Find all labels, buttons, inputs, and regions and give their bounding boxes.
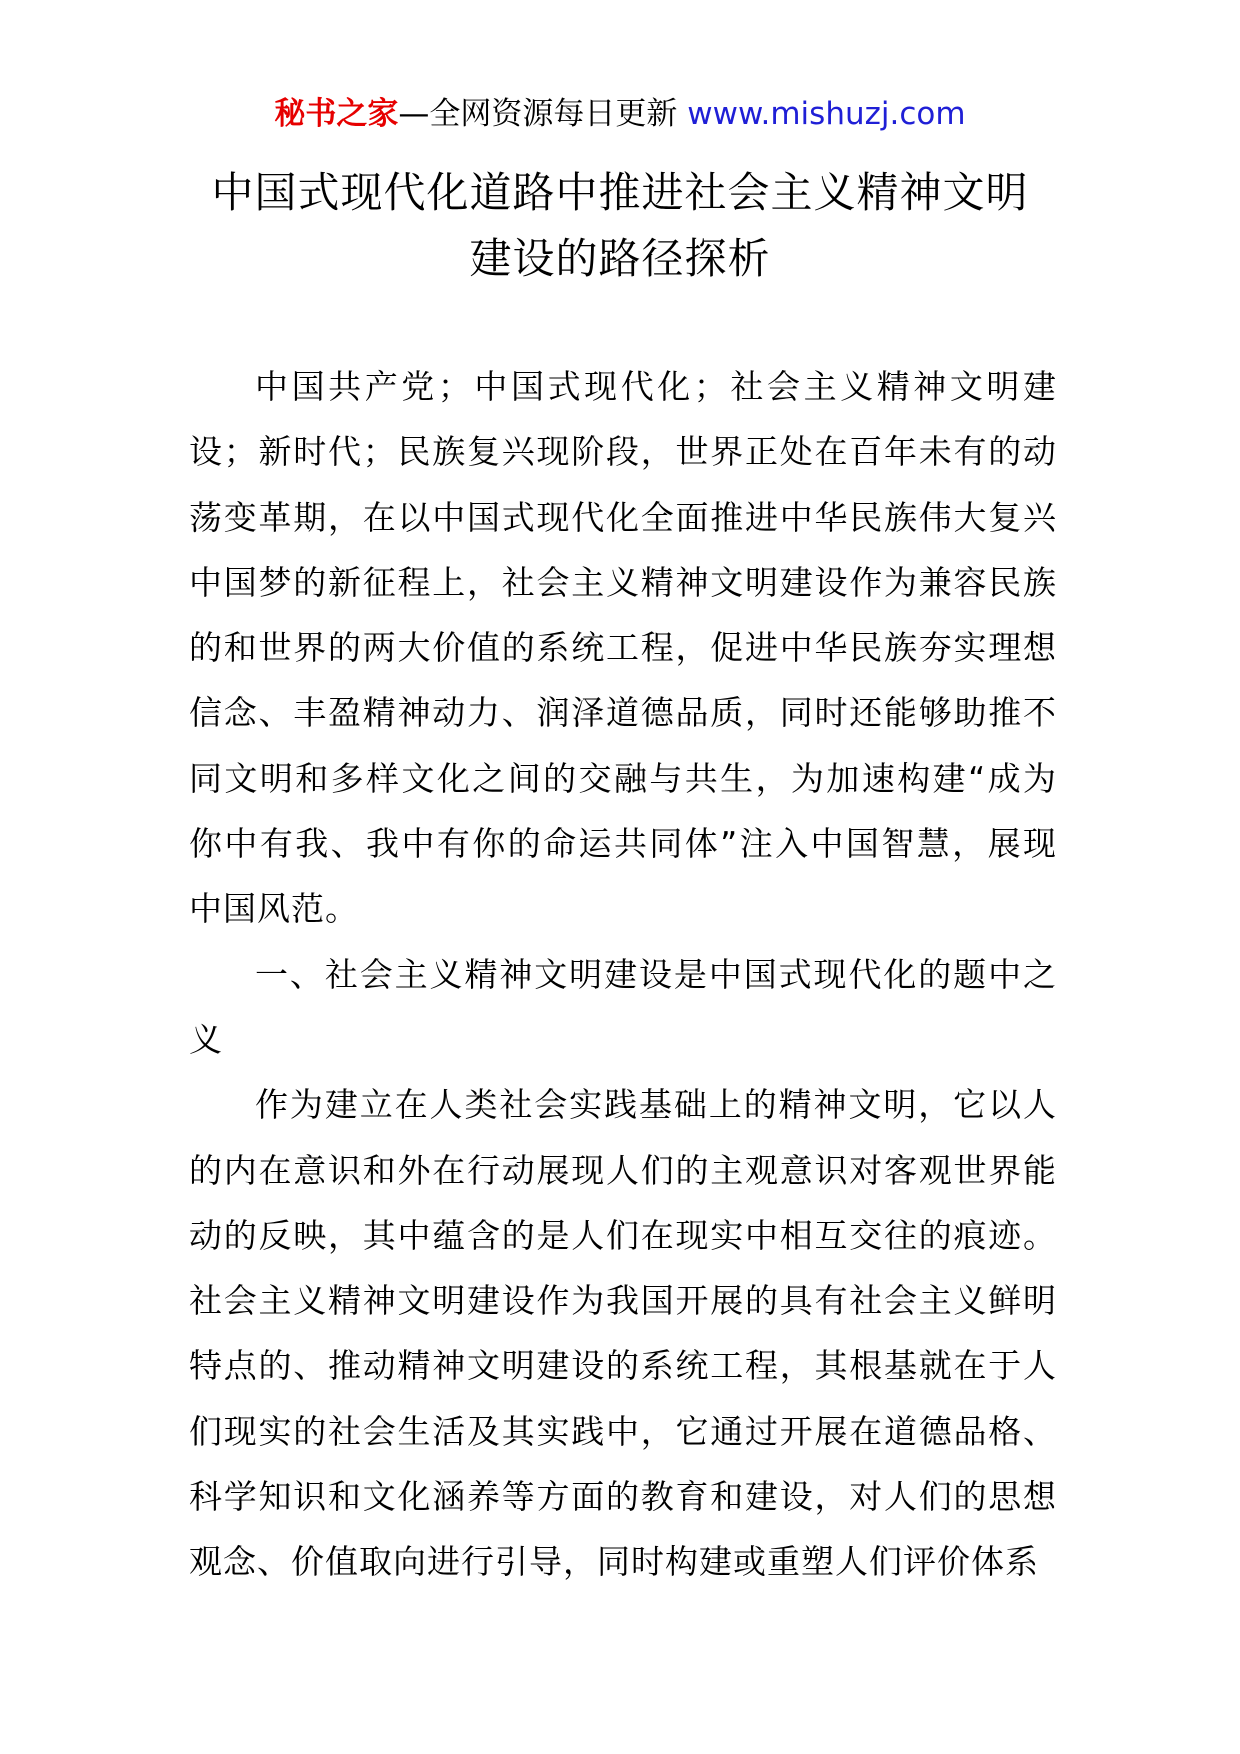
paragraph-section-1: 作为建立在人类社会实践基础上的精神文明，它以人的内在意识和外在行动展现人们的主观意识对客观世界能动的反映，其中蕴含的是人们在现实中相互交往的痕迹。社会主义精神文明建设作为我国开展的具有社会主义鲜明特点的、推动精神文明建设的系统工程，其根基就在于人们现实的社会生活及其实践中，它通过开展在道德品格、科学知识和文化涵养等方面的教育和建设，对人们的思想观念、价值取向进行引导，同时构建或重塑人们评价体系 [189, 1085, 1057, 1582]
title-line-1: 中国式现代化道路中推进社会主义精神文明 [211, 168, 1029, 217]
paragraph-abstract: 中国共产党；中国式现代化；社会主义精神文明建设；新时代；民族复兴现阶段，世界正处在百年未有的动荡变革期，在以中国式现代化全面推进中华民族伟大复兴中国梦的新征程上，社会主义精神文明建设作为兼容民族的和世界的两大价值的系统工程，促进中华民族夯实理想信念、丰盈精神动力、润泽道德品质，同时还能够助推不同文明和多样文化之间的交融与共生，为加速构建“成为你中有我、我中有你的命运共同体”注入中国智慧，展现中国风范。 [189, 367, 1057, 929]
watermark-header [0, 92, 1240, 136]
document-body [189, 354, 1057, 1595]
document-title [150, 160, 1090, 292]
brand-name: 秘书之家 [274, 96, 399, 132]
title-line-2: 建设的路径探析 [469, 234, 771, 283]
section-heading-1: 一、社会主义精神文明建设是中国式现代化的题中之义 [189, 954, 1057, 1059]
brand-tagline: —全网资源每日更新 [398, 96, 678, 132]
brand-url[interactable]: www.mishuzj.com [687, 96, 966, 132]
